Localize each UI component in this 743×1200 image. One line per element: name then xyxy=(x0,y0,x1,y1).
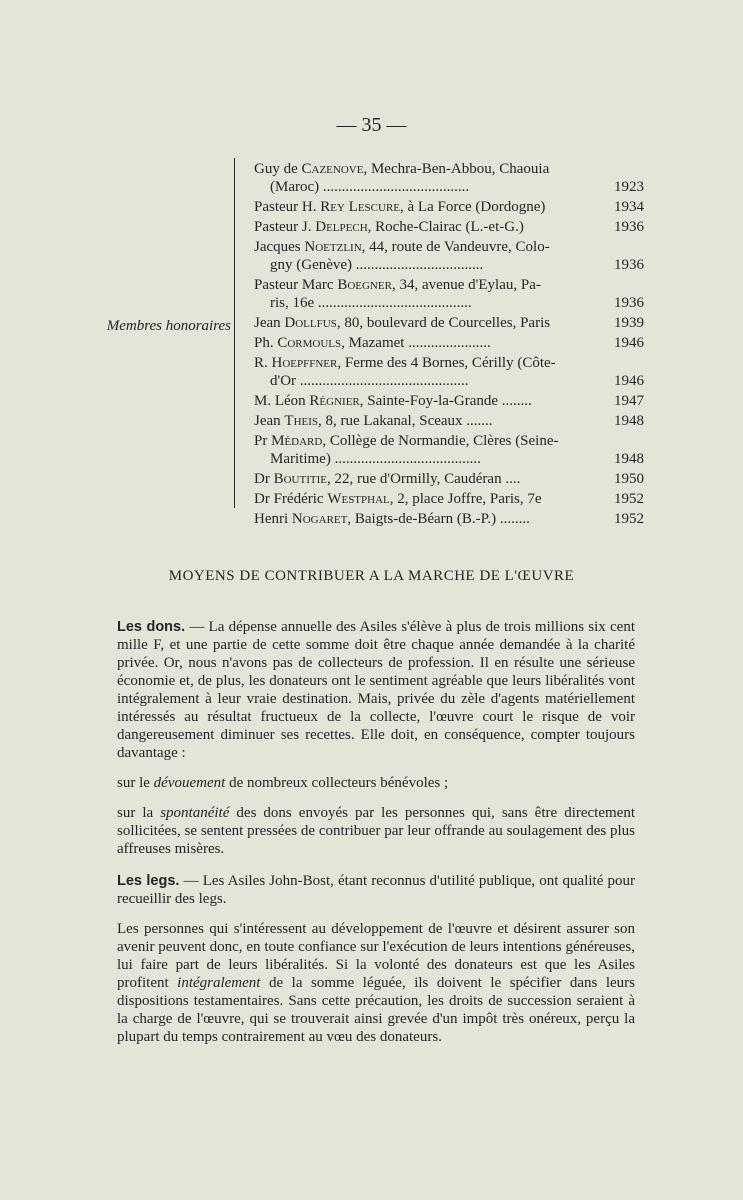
member-surname: Boutitie xyxy=(273,471,327,487)
legs-text: — Les Asiles John-Bost, étant reconnus d'utilité publique, ont qualité pour recueillir des legs. xyxy=(117,873,635,907)
member-entry xyxy=(254,392,644,410)
member-address: , à La Force (Dordogne) xyxy=(400,199,546,215)
dons-p2-em: dévouement xyxy=(153,775,226,791)
member-continuation: gny (Genève) .................................. xyxy=(270,257,484,273)
member-line xyxy=(254,510,644,528)
dons-p2-a: sur le xyxy=(117,775,154,791)
member-entry xyxy=(254,334,644,352)
member-surname: Delpech xyxy=(315,219,368,235)
member-entry xyxy=(254,276,644,312)
member-name-prefix: Jacques xyxy=(254,239,305,255)
member-continuation: Maritime) ....................................... xyxy=(270,451,481,467)
member-year: 1946 xyxy=(614,373,644,389)
member-surname: Médard xyxy=(271,433,323,449)
member-name-prefix: Pr xyxy=(254,433,272,449)
legs-paragraph xyxy=(117,872,635,908)
dons-paragraph xyxy=(117,618,635,762)
member-entry xyxy=(254,490,644,508)
dons-p2-b: de nombreux collecteurs bénévoles ; xyxy=(225,775,449,791)
member-address: , Baigts-de-Béarn (B.-P.) ........ xyxy=(347,511,530,527)
member-address: , 34, avenue d'Eylau, Pa- xyxy=(391,277,541,293)
member-surname: Cormouls xyxy=(277,335,342,351)
legs-heading: Les legs. xyxy=(117,873,180,889)
member-year: 1923 xyxy=(614,179,644,195)
member-year: 1948 xyxy=(614,413,644,429)
member-line xyxy=(254,314,644,332)
member-line xyxy=(254,354,644,372)
member-entry xyxy=(254,510,644,528)
member-address: , Sainte-Foy-la-Grande ........ xyxy=(359,393,532,409)
member-surname: Dollfus xyxy=(284,315,337,331)
honorary-members-label: Membres honoraires xyxy=(106,318,231,334)
member-address: , 80, boulevard de Courcelles, Paris xyxy=(336,315,551,331)
dons-section xyxy=(117,618,635,870)
member-address: , 44, route de Vandeuvre, Colo- xyxy=(361,239,550,255)
member-entry xyxy=(254,354,644,390)
member-entry xyxy=(254,432,644,468)
member-name-prefix: M. Léon xyxy=(254,393,310,409)
member-line xyxy=(254,334,644,352)
member-entry xyxy=(254,198,644,216)
member-line xyxy=(254,432,644,450)
member-year: 1946 xyxy=(614,335,644,351)
member-name-prefix: Jean xyxy=(254,413,285,429)
member-name-prefix: Guy de xyxy=(254,161,302,177)
member-name-prefix: Pasteur H. xyxy=(254,199,321,215)
legs-p2-b: de la somme léguée, ils doivent le spécifier dans leurs dispositions testamentaires. Sans cette précaution, les droits de succession seraient à la charge de l'œuvre, qui se trouverait ainsi grevée d'un impôt très onéreux, perçu la plupart du temps contrairement au vœu des donateurs. xyxy=(117,975,635,1045)
member-entry xyxy=(254,470,644,488)
member-surname: Westphal xyxy=(327,491,390,507)
member-entry xyxy=(254,412,644,430)
member-name-prefix: Henri xyxy=(254,511,292,527)
member-name-prefix: Ph. xyxy=(254,335,278,351)
dons-point-devouement xyxy=(117,774,635,792)
member-name-prefix: Pasteur J. xyxy=(254,219,316,235)
member-name-prefix: Dr xyxy=(254,471,274,487)
member-line xyxy=(254,198,644,216)
member-year: 1939 xyxy=(614,315,644,331)
member-address: , 22, rue d'Ormilly, Caudéran .... xyxy=(326,471,521,487)
member-address: , Mechra-Ben-Abbou, Chaouia xyxy=(363,161,550,177)
legs-section xyxy=(117,872,635,1058)
member-continuation: (Maroc) ....................................... xyxy=(270,179,470,195)
member-line xyxy=(254,470,644,488)
member-line xyxy=(254,490,644,508)
member-address: , 2, place Joffre, Paris, 7e xyxy=(389,491,542,507)
member-surname: Boegner xyxy=(337,277,392,293)
member-name-prefix: Jean xyxy=(254,315,285,331)
dons-point-spontaneite xyxy=(117,804,635,858)
member-surname: Hoepffner xyxy=(271,355,338,371)
member-entry xyxy=(254,238,644,274)
legs-p2-em: intégralement xyxy=(177,975,261,991)
member-surname: Nogaret xyxy=(291,511,348,527)
member-address: , Ferme des 4 Bornes, Cérilly (Côte- xyxy=(337,355,556,371)
member-address: , Collège de Normandie, Clères (Seine- xyxy=(322,433,559,449)
bracket-line xyxy=(234,158,236,508)
member-line xyxy=(254,218,644,236)
member-line xyxy=(254,276,644,294)
member-surname: Régnier xyxy=(309,393,360,409)
honorary-members-list xyxy=(254,160,644,530)
member-year: 1952 xyxy=(614,491,644,507)
member-name-prefix: Dr Frédéric xyxy=(254,491,328,507)
member-year: 1936 xyxy=(614,219,644,235)
member-continuation: d'Or ............................................. xyxy=(270,373,469,389)
member-year: 1952 xyxy=(614,511,644,527)
member-entry xyxy=(254,160,644,196)
member-name-prefix: R. xyxy=(254,355,272,371)
member-entry xyxy=(254,218,644,236)
dons-p3-a: sur la xyxy=(117,805,161,821)
member-entry xyxy=(254,314,644,332)
member-continuation: ris, 16e ......................................... xyxy=(270,295,472,311)
member-year: 1950 xyxy=(614,471,644,487)
member-year: 1936 xyxy=(614,257,644,273)
dons-text: — La dépense annuelle des Asiles s'élève à plus de trois millions six cent mille F, et une partie de cette somme doit être chaque année demandée à la charité privée. Or, nous n'avons pas de collecteurs de profession. Il en résulte une sérieuse économie et, de plus, les donateurs ont le sentiment agréable que leurs libéralités vont intégralement à leur vraie destination. Mais, privée du zèle d'agents matériellement intéressés au résultat fructueux de la collecte, l'œuvre court le risque de voir dangereusement diminuer ses recettes. Elle doit, en conséquence, compter toujours davantage : xyxy=(117,619,635,761)
member-surname: Rey Lescure xyxy=(320,199,401,215)
member-year: 1934 xyxy=(614,199,644,215)
member-year: 1936 xyxy=(614,295,644,311)
member-line xyxy=(254,412,644,430)
section-title: MOYENS DE CONTRIBUER A LA MARCHE DE L'ŒUVRE xyxy=(168,568,575,584)
member-line xyxy=(254,392,644,410)
member-year: 1948 xyxy=(614,451,644,467)
dons-heading: Les dons. xyxy=(117,619,186,635)
member-address: , Roche-Clairac (L.-et-G.) xyxy=(367,219,524,235)
legs-p2-a: Les personnes qui s'intéressent au développement de l'œuvre et désirent assurer son avenir peuvent donc, en toute confiance sur l'exécution de leurs intentions généreuses, lui faire part de leurs libéralités. Si la volonté des donateurs est que les Asiles profitent xyxy=(117,921,635,991)
member-surname: Cazenove xyxy=(301,161,364,177)
member-year: 1947 xyxy=(614,393,644,409)
member-line xyxy=(254,238,644,256)
member-address: , 8, rue Lakanal, Sceaux ....... xyxy=(318,413,493,429)
dons-p3-b: des dons envoyés par les personnes qui, sans être directement sollicitées, se sentent pressées de contribuer par leur offrande au soulagement des plus affreuses misères. xyxy=(117,805,635,857)
legs-paragraph-2 xyxy=(117,920,635,1046)
member-surname: Noetzlin xyxy=(304,239,362,255)
page-number: — 35 — xyxy=(336,114,407,136)
member-name-prefix: Pasteur Marc xyxy=(254,277,338,293)
dons-p3-em: spontanéité xyxy=(160,805,230,821)
member-address: , Mazamet ...................... xyxy=(341,335,491,351)
member-line xyxy=(254,160,644,178)
member-surname: Theis xyxy=(284,413,319,429)
